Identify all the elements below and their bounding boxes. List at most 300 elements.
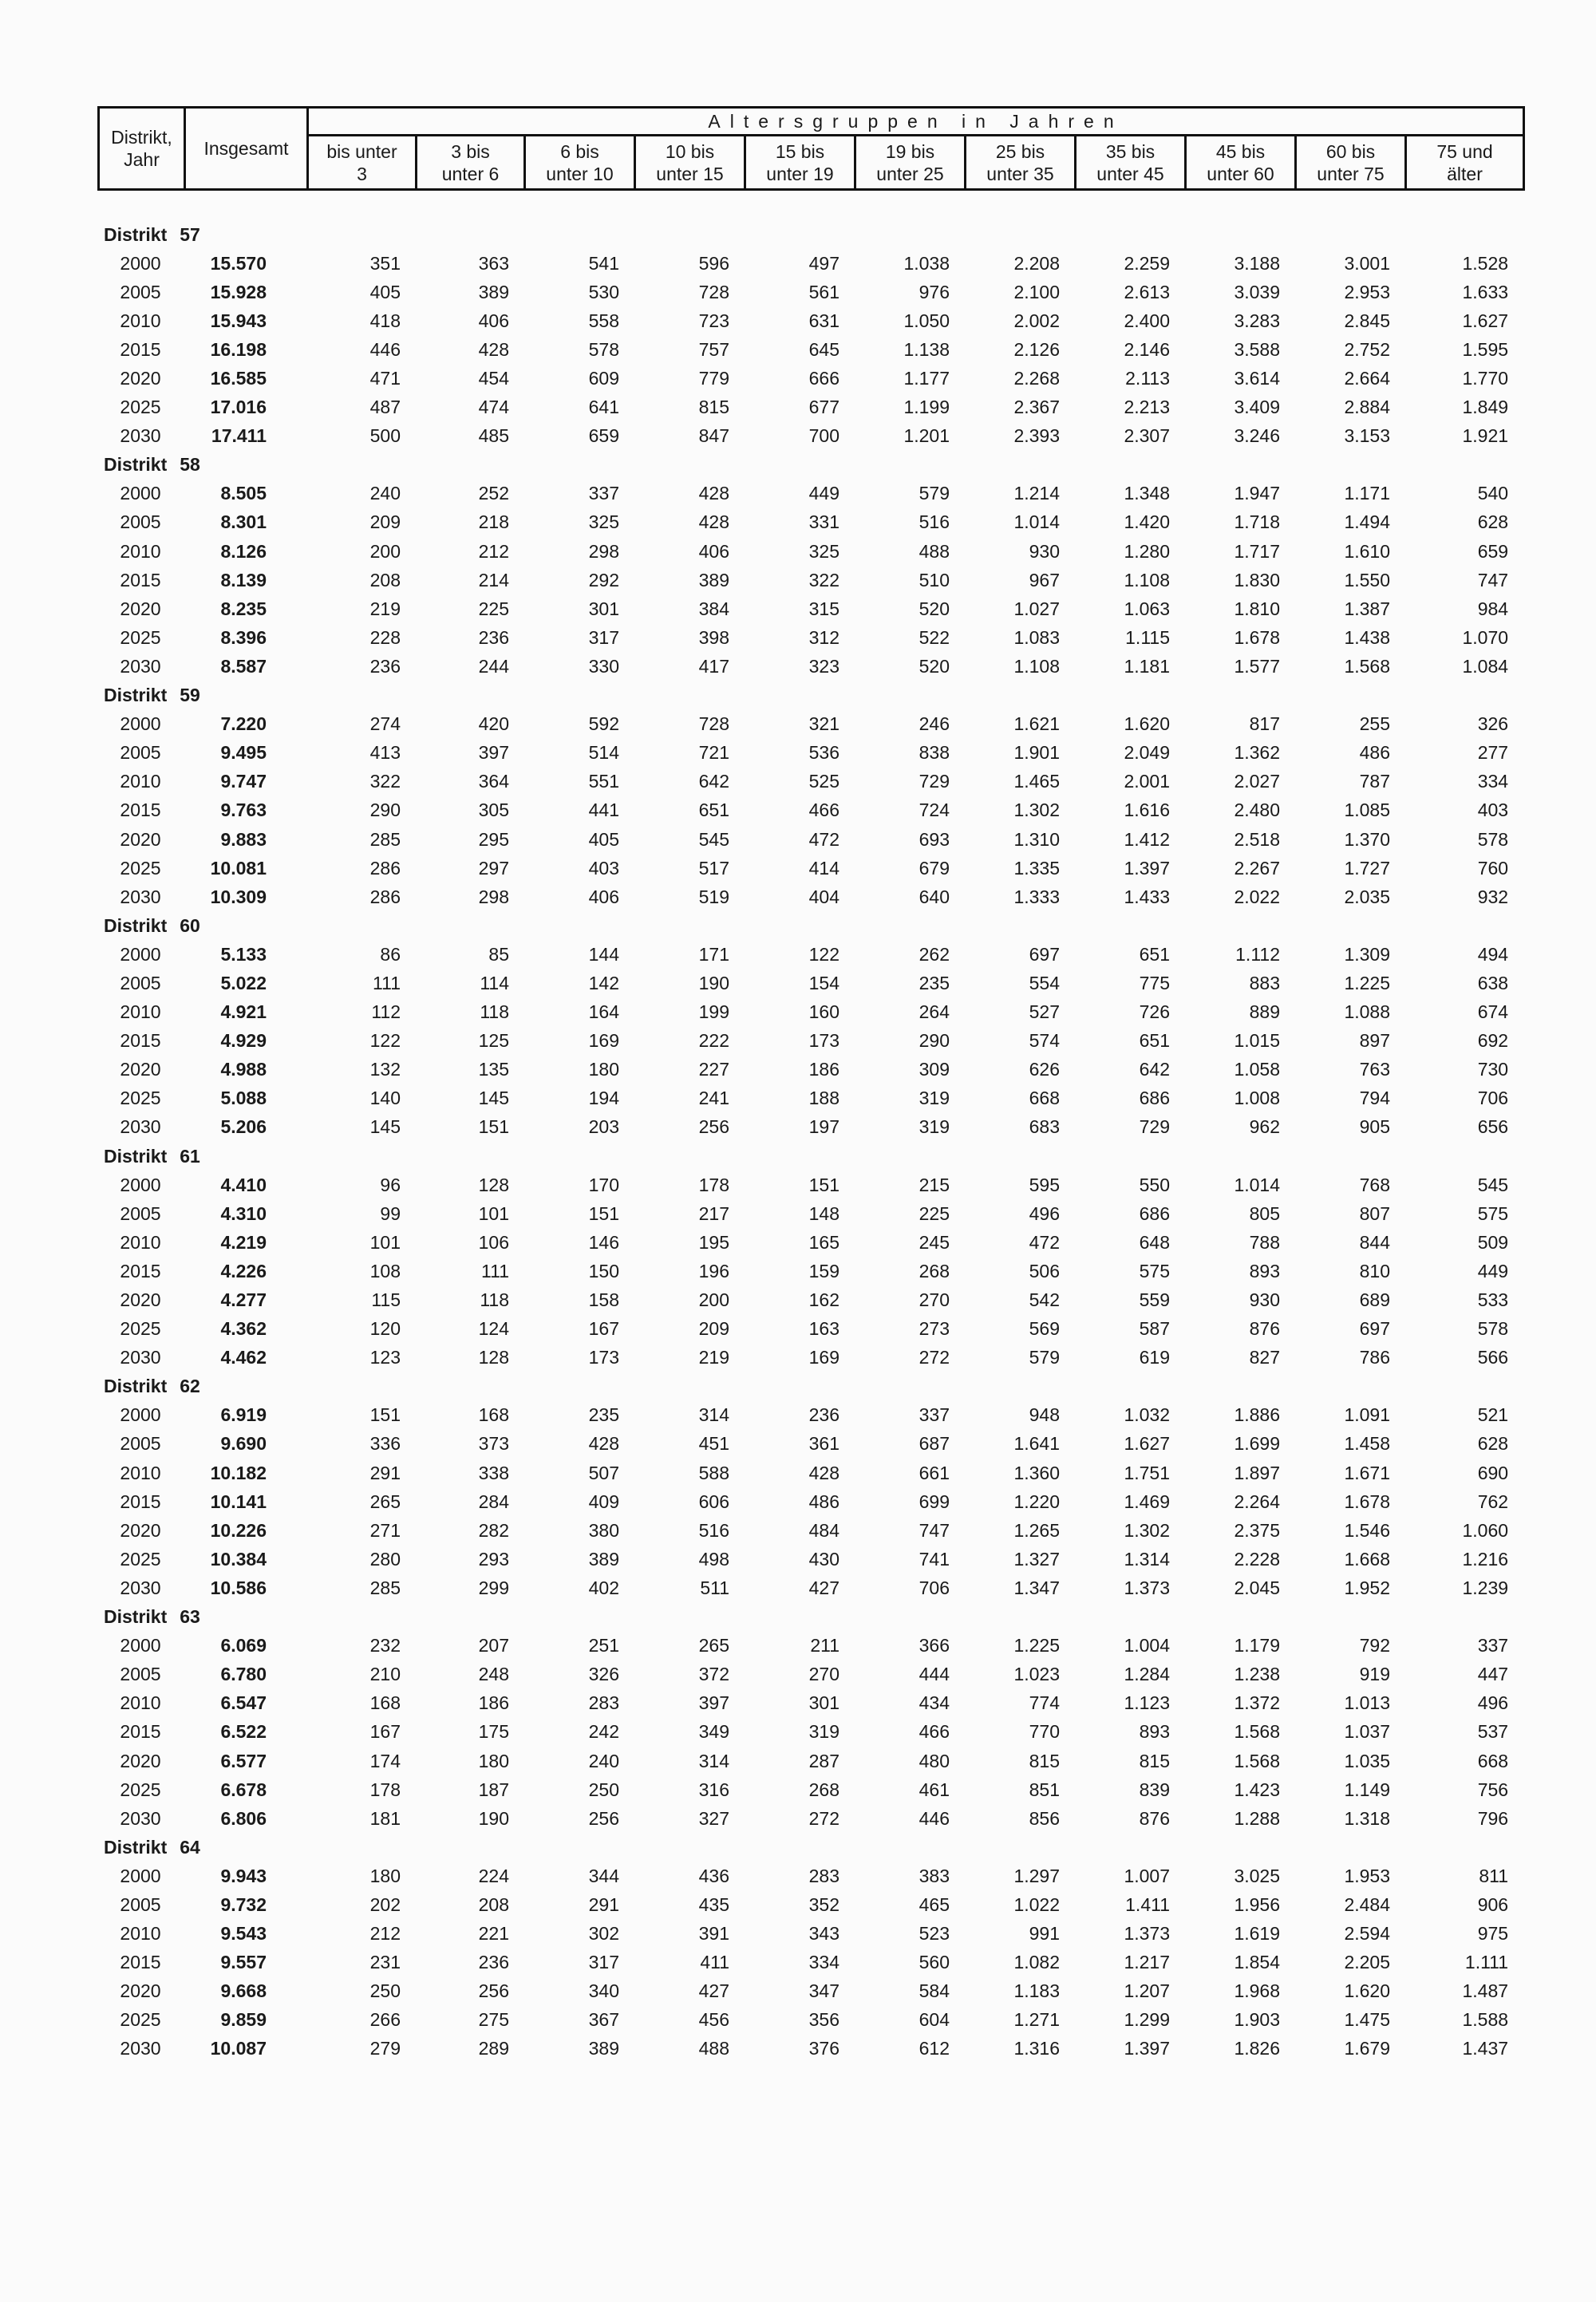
value-cell: 349 xyxy=(698,1721,729,1743)
value-cell: 372 xyxy=(698,1664,729,1685)
value-cell: 2.002 xyxy=(1013,310,1060,331)
value-cell: 236 xyxy=(478,1952,509,1973)
value-cell: 2.484 xyxy=(1344,1893,1390,1915)
value-cell: 747 xyxy=(1477,569,1509,590)
value-cell: 397 xyxy=(698,1692,729,1714)
header-body xyxy=(99,108,1524,190)
value-cell: 651 xyxy=(698,800,729,821)
value-cell: 167 xyxy=(369,1721,401,1743)
table-row xyxy=(97,1573,1523,1602)
value-cell: 214 xyxy=(478,569,509,590)
total-cell: 17.016 xyxy=(210,397,267,418)
value-cell: 428 xyxy=(588,1433,619,1455)
value-cell: 690 xyxy=(1477,1462,1509,1483)
value-cell: 579 xyxy=(918,483,950,504)
age-group-line-2: unter 15 xyxy=(656,163,724,184)
value-cell: 301 xyxy=(588,598,619,619)
value-cell: 298 xyxy=(588,540,619,562)
value-cell: 376 xyxy=(808,2038,839,2059)
value-cell: 449 xyxy=(808,483,839,504)
table-row xyxy=(97,1257,1523,1285)
value-cell: 236 xyxy=(808,1404,839,1426)
value-cell: 1.318 xyxy=(1344,1807,1390,1829)
total-cell: 9.732 xyxy=(220,1893,267,1915)
value-cell: 96 xyxy=(380,1174,401,1195)
table-row xyxy=(97,393,1523,422)
value-cell: 2.049 xyxy=(1124,742,1170,764)
value-cell: 200 xyxy=(369,540,401,562)
value-cell: 3.283 xyxy=(1234,310,1280,331)
value-cell: 240 xyxy=(369,483,401,504)
value-cell: 1.179 xyxy=(1234,1635,1280,1656)
value-cell: 815 xyxy=(1029,1750,1060,1771)
value-cell: 165 xyxy=(808,1231,839,1253)
value-cell: 1.171 xyxy=(1344,483,1390,504)
value-cell: 1.616 xyxy=(1124,800,1170,821)
value-cell: 106 xyxy=(478,1231,509,1253)
value-cell: 1.830 xyxy=(1234,569,1280,590)
year-cell: 2005 xyxy=(120,742,161,764)
value-cell: 726 xyxy=(1139,1001,1170,1023)
value-cell: 262 xyxy=(918,943,950,965)
value-cell: 1.138 xyxy=(903,338,950,360)
value-cell: 1.620 xyxy=(1344,1980,1390,2002)
value-cell: 1.038 xyxy=(903,252,950,274)
value-cell: 514 xyxy=(588,742,619,764)
value-cell: 128 xyxy=(478,1174,509,1195)
value-cell: 2.259 xyxy=(1124,252,1170,274)
value-cell: 537 xyxy=(1477,1721,1509,1743)
value-cell: 700 xyxy=(808,425,839,447)
total-cell: 8.139 xyxy=(220,569,267,590)
value-cell: 352 xyxy=(808,1893,839,1915)
value-cell: 309 xyxy=(918,1059,950,1080)
year-cell: 2020 xyxy=(120,368,161,389)
value-cell: 1.588 xyxy=(1462,2009,1509,2031)
value-cell: 444 xyxy=(918,1664,950,1685)
value-cell: 1.084 xyxy=(1462,655,1509,677)
total-cell: 9.668 xyxy=(220,1980,267,2002)
value-cell: 500 xyxy=(369,425,401,447)
value-cell: 991 xyxy=(1029,1923,1060,1945)
value-cell: 930 xyxy=(1029,540,1060,562)
value-cell: 367 xyxy=(588,2009,619,2031)
value-cell: 566 xyxy=(1477,1347,1509,1368)
value-cell: 1.271 xyxy=(1013,2009,1060,2031)
value-cell: 391 xyxy=(698,1923,729,1945)
value-cell: 99 xyxy=(380,1202,401,1224)
value-cell: 729 xyxy=(918,771,950,792)
value-cell: 919 xyxy=(1359,1664,1390,1685)
age-group-line-1: 10 bis xyxy=(665,140,715,162)
year-cell: 2020 xyxy=(120,1289,161,1311)
value-cell: 579 xyxy=(1029,1347,1060,1368)
value-cell: 728 xyxy=(698,713,729,735)
value-cell: 792 xyxy=(1359,1635,1390,1656)
table-header xyxy=(97,106,1525,191)
value-cell: 706 xyxy=(1477,1088,1509,1109)
value-cell: 542 xyxy=(1029,1289,1060,1311)
value-cell: 135 xyxy=(478,1059,509,1080)
value-cell: 1.420 xyxy=(1124,511,1170,533)
value-cell: 805 xyxy=(1249,1202,1280,1224)
value-cell: 343 xyxy=(808,1923,839,1945)
value-cell: 1.347 xyxy=(1013,1577,1060,1598)
value-cell: 1.123 xyxy=(1124,1692,1170,1714)
total-cell: 5.133 xyxy=(220,943,267,965)
value-cell: 721 xyxy=(698,742,729,764)
value-cell: 248 xyxy=(478,1664,509,1685)
value-cell: 2.022 xyxy=(1234,886,1280,907)
value-cell: 325 xyxy=(588,511,619,533)
value-cell: 1.901 xyxy=(1013,742,1060,764)
table-row xyxy=(97,335,1523,364)
value-cell: 1.035 xyxy=(1344,1750,1390,1771)
value-cell: 277 xyxy=(1477,742,1509,764)
value-cell: 336 xyxy=(369,1433,401,1455)
value-cell: 158 xyxy=(588,1289,619,1311)
age-group-line-2: unter 45 xyxy=(1096,163,1164,184)
value-cell: 404 xyxy=(808,886,839,907)
value-cell: 434 xyxy=(918,1692,950,1714)
value-cell: 1.372 xyxy=(1234,1692,1280,1714)
value-cell: 118 xyxy=(480,1001,509,1023)
value-cell: 256 xyxy=(698,1116,729,1138)
value-cell: 151 xyxy=(588,1202,619,1224)
value-cell: 283 xyxy=(808,1865,839,1886)
value-cell: 1.288 xyxy=(1234,1807,1280,1829)
value-cell: 668 xyxy=(1029,1088,1060,1109)
value-cell: 171 xyxy=(698,943,729,965)
value-cell: 1.668 xyxy=(1344,1548,1390,1570)
value-cell: 101 xyxy=(369,1231,401,1253)
value-cell: 406 xyxy=(698,540,729,562)
value-cell: 628 xyxy=(1477,1433,1509,1455)
value-cell: 1.027 xyxy=(1013,598,1060,619)
total-cell: 10.384 xyxy=(210,1548,267,1570)
value-cell: 245 xyxy=(918,1231,950,1253)
value-cell: 195 xyxy=(698,1231,729,1253)
value-cell: 661 xyxy=(918,1462,950,1483)
value-cell: 686 xyxy=(1139,1202,1170,1224)
value-cell: 325 xyxy=(808,540,839,562)
value-cell: 763 xyxy=(1359,1059,1390,1080)
table-row xyxy=(97,796,1523,825)
value-cell: 334 xyxy=(808,1952,839,1973)
value-cell: 1.826 xyxy=(1234,2038,1280,2059)
table-row xyxy=(97,1344,1523,1372)
value-cell: 384 xyxy=(698,598,729,619)
value-cell: 1.037 xyxy=(1344,1721,1390,1743)
table-row xyxy=(97,1228,1523,1257)
value-cell: 488 xyxy=(698,2038,729,2059)
value-cell: 497 xyxy=(808,252,839,274)
value-cell: 686 xyxy=(1139,1088,1170,1109)
value-cell: 319 xyxy=(918,1116,950,1138)
value-cell: 1.528 xyxy=(1462,252,1509,274)
total-cell: 7.220 xyxy=(220,713,267,735)
value-cell: 774 xyxy=(1029,1692,1060,1714)
year-cell: 2005 xyxy=(120,1664,161,1685)
table-row xyxy=(97,422,1523,451)
value-cell: 265 xyxy=(698,1635,729,1656)
value-cell: 2.035 xyxy=(1344,886,1390,907)
value-cell: 1.679 xyxy=(1344,2038,1390,2059)
district-number: 61 xyxy=(180,1145,200,1167)
district-heading xyxy=(97,451,1523,480)
value-cell: 323 xyxy=(808,655,839,677)
value-cell: 428 xyxy=(698,483,729,504)
table-row xyxy=(97,825,1523,854)
value-cell: 244 xyxy=(478,655,509,677)
year-cell: 2010 xyxy=(120,1231,161,1253)
value-cell: 1.373 xyxy=(1124,1577,1170,1598)
value-cell: 851 xyxy=(1029,1779,1060,1800)
year-cell: 2025 xyxy=(120,1088,161,1109)
district-label: Distrikt xyxy=(104,914,168,936)
year-cell: 2005 xyxy=(120,1433,161,1455)
year-cell: 2000 xyxy=(120,252,161,274)
value-cell: 212 xyxy=(369,1923,401,1945)
value-cell: 1.727 xyxy=(1344,857,1390,879)
value-cell: 1.199 xyxy=(903,397,950,418)
value-cell: 291 xyxy=(369,1462,401,1483)
table-row xyxy=(97,1084,1523,1113)
value-cell: 428 xyxy=(478,338,509,360)
age-group-line-2: unter 75 xyxy=(1317,163,1385,184)
year-cell: 2000 xyxy=(120,1174,161,1195)
value-cell: 224 xyxy=(478,1865,509,1886)
total-cell: 15.928 xyxy=(210,281,267,302)
value-cell: 1.217 xyxy=(1124,1952,1170,1973)
value-cell: 225 xyxy=(918,1202,950,1224)
value-cell: 747 xyxy=(918,1519,950,1541)
year-label: Jahr xyxy=(124,149,160,170)
value-cell: 651 xyxy=(1139,1030,1170,1052)
value-cell: 168 xyxy=(478,1404,509,1426)
district-heading xyxy=(97,1833,1523,1862)
value-cell: 2.045 xyxy=(1234,1577,1280,1598)
value-cell: 364 xyxy=(478,771,509,792)
value-cell: 876 xyxy=(1139,1807,1170,1829)
district-heading-row xyxy=(97,1833,1523,1862)
value-cell: 606 xyxy=(698,1491,729,1512)
value-cell: 180 xyxy=(369,1865,401,1886)
district-number: 58 xyxy=(180,454,200,476)
table-row xyxy=(97,1949,1523,1977)
value-cell: 815 xyxy=(698,397,729,418)
value-cell: 2.845 xyxy=(1344,310,1390,331)
value-cell: 235 xyxy=(588,1404,619,1426)
age-group-line-2: unter 10 xyxy=(546,163,614,184)
total-cell: 10.087 xyxy=(210,2038,267,2059)
year-cell: 2000 xyxy=(120,1404,161,1426)
value-cell: 1.952 xyxy=(1344,1577,1390,1598)
value-cell: 272 xyxy=(918,1347,950,1368)
value-cell: 729 xyxy=(1139,1116,1170,1138)
value-cell: 1.316 xyxy=(1013,2038,1060,2059)
value-cell: 810 xyxy=(1359,1260,1390,1281)
value-cell: 128 xyxy=(478,1347,509,1368)
total-cell: 17.411 xyxy=(211,425,267,447)
value-cell: 290 xyxy=(918,1030,950,1052)
total-cell: 4.226 xyxy=(220,1260,267,1281)
value-cell: 679 xyxy=(918,857,950,879)
value-cell: 486 xyxy=(808,1491,839,1512)
age-group-header xyxy=(855,136,966,190)
age-group-line-1: bis unter xyxy=(326,140,397,162)
district-number: 64 xyxy=(180,1836,200,1858)
value-cell: 1.620 xyxy=(1124,713,1170,735)
age-groups-banner: Altersgruppen in Jahren xyxy=(308,108,1524,136)
age-group-header xyxy=(417,136,525,190)
total-cell: 9.747 xyxy=(220,771,267,792)
value-cell: 436 xyxy=(698,1865,729,1886)
value-cell: 659 xyxy=(1477,540,1509,562)
value-cell: 1.302 xyxy=(1124,1519,1170,1541)
district-label: Distrikt xyxy=(104,1376,168,1397)
value-cell: 1.397 xyxy=(1124,2038,1170,2059)
district-heading-row xyxy=(97,681,1523,710)
value-cell: 1.641 xyxy=(1013,1433,1060,1455)
total-cell: 5.206 xyxy=(220,1116,267,1138)
value-cell: 217 xyxy=(698,1202,729,1224)
year-cell: 2000 xyxy=(120,713,161,735)
value-cell: 319 xyxy=(918,1088,950,1109)
value-cell: 389 xyxy=(588,1548,619,1570)
value-cell: 648 xyxy=(1139,1231,1170,1253)
value-cell: 162 xyxy=(808,1289,839,1311)
value-cell: 140 xyxy=(369,1088,401,1109)
value-cell: 2.213 xyxy=(1124,397,1170,418)
value-cell: 1.214 xyxy=(1013,483,1060,504)
table-row xyxy=(97,652,1523,681)
value-cell: 1.387 xyxy=(1344,598,1390,619)
value-cell: 164 xyxy=(588,1001,619,1023)
total-cell: 8.505 xyxy=(220,483,267,504)
year-cell: 2015 xyxy=(120,1721,161,1743)
value-cell: 584 xyxy=(918,1980,950,2002)
value-cell: 540 xyxy=(1477,483,1509,504)
age-group-line-2: älter xyxy=(1447,163,1483,184)
table-row xyxy=(97,537,1523,566)
value-cell: 188 xyxy=(808,1088,839,1109)
value-cell: 1.008 xyxy=(1234,1088,1280,1109)
age-group-header xyxy=(745,136,855,190)
value-cell: 142 xyxy=(588,972,619,993)
value-cell: 283 xyxy=(588,1692,619,1714)
value-cell: 551 xyxy=(588,771,619,792)
value-cell: 827 xyxy=(1249,1347,1280,1368)
district-number: 63 xyxy=(180,1606,200,1628)
value-cell: 86 xyxy=(380,943,401,965)
value-cell: 2.264 xyxy=(1234,1491,1280,1512)
age-group-header xyxy=(1076,136,1186,190)
value-cell: 203 xyxy=(588,1116,619,1138)
year-cell: 2025 xyxy=(120,1548,161,1570)
value-cell: 612 xyxy=(918,2038,950,2059)
value-cell: 587 xyxy=(1139,1318,1170,1340)
year-cell: 2025 xyxy=(120,1779,161,1800)
value-cell: 112 xyxy=(371,1001,401,1023)
value-cell: 1.302 xyxy=(1013,800,1060,821)
value-cell: 2.375 xyxy=(1234,1519,1280,1541)
value-cell: 173 xyxy=(808,1030,839,1052)
total-cell: 8.126 xyxy=(220,540,267,562)
value-cell: 1.239 xyxy=(1462,1577,1509,1598)
year-cell: 2025 xyxy=(120,857,161,879)
value-cell: 1.433 xyxy=(1124,886,1170,907)
table-row xyxy=(97,1689,1523,1718)
value-cell: 574 xyxy=(1029,1030,1060,1052)
value-cell: 1.897 xyxy=(1234,1462,1280,1483)
value-cell: 122 xyxy=(808,943,839,965)
district-heading xyxy=(97,1142,1523,1171)
value-cell: 1.921 xyxy=(1462,425,1509,447)
value-cell: 441 xyxy=(588,800,619,821)
value-cell: 523 xyxy=(918,1923,950,1945)
value-cell: 208 xyxy=(369,569,401,590)
value-cell: 1.310 xyxy=(1013,828,1060,850)
value-cell: 301 xyxy=(808,1692,839,1714)
value-cell: 186 xyxy=(808,1059,839,1080)
value-cell: 768 xyxy=(1359,1174,1390,1195)
value-cell: 1.627 xyxy=(1462,310,1509,331)
table-row xyxy=(97,710,1523,739)
value-cell: 1.475 xyxy=(1344,2009,1390,2031)
value-cell: 487 xyxy=(369,397,401,418)
value-cell: 578 xyxy=(1477,828,1509,850)
table-row xyxy=(97,998,1523,1027)
value-cell: 522 xyxy=(918,626,950,648)
value-cell: 316 xyxy=(698,1779,729,1800)
table-row xyxy=(97,594,1523,623)
value-cell: 666 xyxy=(808,368,839,389)
year-cell: 2010 xyxy=(120,1462,161,1483)
value-cell: 167 xyxy=(588,1318,619,1340)
value-cell: 397 xyxy=(478,742,509,764)
value-cell: 494 xyxy=(1477,943,1509,965)
age-group-line-2: 3 xyxy=(357,163,367,184)
value-cell: 2.208 xyxy=(1013,252,1060,274)
value-cell: 145 xyxy=(369,1116,401,1138)
value-cell: 1.751 xyxy=(1124,1462,1170,1483)
district-label: Distrikt xyxy=(104,1145,168,1167)
total-cell: 10.586 xyxy=(210,1577,267,1598)
year-cell: 2015 xyxy=(120,1260,161,1281)
value-cell: 1.627 xyxy=(1124,1433,1170,1455)
value-cell: 1.091 xyxy=(1344,1404,1390,1426)
district-heading-row xyxy=(97,911,1523,940)
value-cell: 488 xyxy=(918,540,950,562)
year-cell: 2005 xyxy=(120,972,161,993)
value-cell: 402 xyxy=(588,1577,619,1598)
value-cell: 1.550 xyxy=(1344,569,1390,590)
year-cell: 2030 xyxy=(120,2038,161,2059)
value-cell: 762 xyxy=(1477,1491,1509,1512)
table-row xyxy=(97,1199,1523,1228)
value-cell: 1.004 xyxy=(1124,1635,1170,1656)
value-cell: 517 xyxy=(698,857,729,879)
table-row xyxy=(97,969,1523,997)
value-cell: 1.886 xyxy=(1234,1404,1280,1426)
value-cell: 1.082 xyxy=(1013,1952,1060,1973)
value-cell: 1.546 xyxy=(1344,1519,1390,1541)
value-cell: 461 xyxy=(918,1779,950,1800)
value-cell: 1.699 xyxy=(1234,1433,1280,1455)
value-cell: 122 xyxy=(369,1030,401,1052)
value-cell: 207 xyxy=(478,1635,509,1656)
